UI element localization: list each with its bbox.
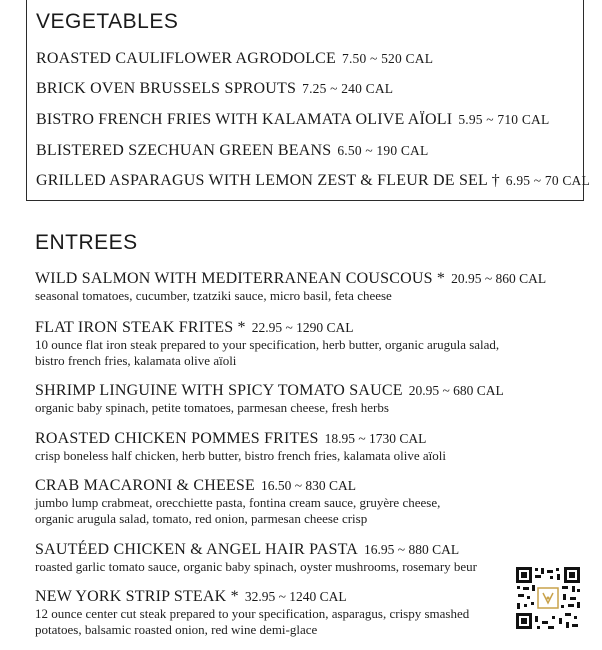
menu-item (35, 319, 499, 369)
menu-item (35, 382, 504, 416)
item-price: 32.95 ~ 1240 CAL (244, 589, 347, 604)
menu-item (36, 142, 428, 160)
item-description: 10 ounce flat iron steak prepared to your specification, herb butter, organic arugula salad, (35, 337, 500, 352)
item-name: NEW YORK STRIP STEAK * (35, 588, 239, 605)
menu-item (35, 477, 440, 527)
item-name: CRAB MACARONI & CHEESE (35, 477, 255, 494)
item-price: 20.95 ~ 680 CAL (408, 383, 504, 398)
menu-item (35, 541, 477, 575)
item-name: SHRIMP LINGUINE WITH SPICY TOMATO SAUCE (35, 382, 403, 399)
item-description: bistro french fries, kalamata olive aïoli (35, 353, 237, 368)
item-description: crisp boneless half chicken, herb butter, bistro french fries, kalamata olive aïoli (35, 448, 446, 463)
item-name: BRICK OVEN BRUSSELS SPROUTS (36, 80, 297, 97)
item-description: potatoes, balsamic roasted onion, red wine demi-glace (35, 622, 318, 637)
item-name: FLAT IRON STEAK FRITES * (35, 319, 246, 336)
vegetables-heading: VEGETABLES (36, 10, 179, 33)
item-price: 6.50 ~ 190 CAL (337, 143, 429, 158)
item-price: 16.50 ~ 830 CAL (260, 478, 357, 493)
item-price: 22.95 ~ 1290 CAL (251, 320, 354, 335)
item-description: organic arugula salad, tomato, red onion, parmesan cheese crisp (35, 511, 368, 526)
item-name: SAUTÉED CHICKEN & ANGEL HAIR PASTA (35, 541, 359, 558)
item-price: 18.95 ~ 1730 CAL (324, 431, 427, 446)
item-description: jumbo lump crabmeat, orecchiette pasta, fontina cream sauce, gruyère cheese, (35, 495, 441, 510)
item-name: ROASTED CAULIFLOWER AGRODOLCE (36, 50, 337, 67)
qr-code-icon[interactable] (515, 566, 581, 630)
item-description: 12 ounce center cut steak prepared to your specification, asparagus, crispy smashed (35, 606, 470, 621)
item-price: 20.95 ~ 860 CAL (451, 271, 547, 286)
item-description: seasonal tomatoes, cucumber, tzatziki sauce, micro basil, feta cheese (35, 288, 392, 303)
item-name: ROASTED CHICKEN POMMES FRITES (35, 430, 319, 447)
menu-item (36, 111, 549, 129)
item-name: BLISTERED SZECHUAN GREEN BEANS (36, 142, 332, 159)
item-price: 7.25 ~ 240 CAL (302, 81, 394, 96)
item-price: 16.95 ~ 880 CAL (364, 542, 460, 557)
item-name: GRILLED ASPARAGUS WITH LEMON ZEST & FLEUR DE SEL † (36, 172, 500, 189)
item-price: 5.95 ~ 710 CAL (458, 112, 550, 127)
menu-item (36, 172, 590, 190)
item-name: BISTRO FRENCH FRIES WITH KALAMATA OLIVE AÏOLI (36, 111, 453, 128)
item-description: organic baby spinach, petite tomatoes, parmesan cheese, fresh herbs (35, 400, 389, 415)
menu-item (35, 588, 469, 638)
menu-item (36, 80, 393, 98)
vegetables-section (26, 0, 590, 201)
menu-item (35, 270, 546, 304)
item-price: 7.50 ~ 520 CAL (342, 51, 434, 66)
item-description: roasted garlic tomato sauce, organic baby spinach, oyster mushrooms, rosemary beur (35, 559, 477, 574)
entrees-heading: ENTREES (35, 231, 138, 254)
menu-item (36, 50, 433, 68)
item-name: WILD SALMON WITH MEDITERRANEAN COUSCOUS * (35, 270, 446, 287)
item-price: 6.95 ~ 70 CAL (505, 173, 590, 188)
menu-item (35, 430, 446, 464)
